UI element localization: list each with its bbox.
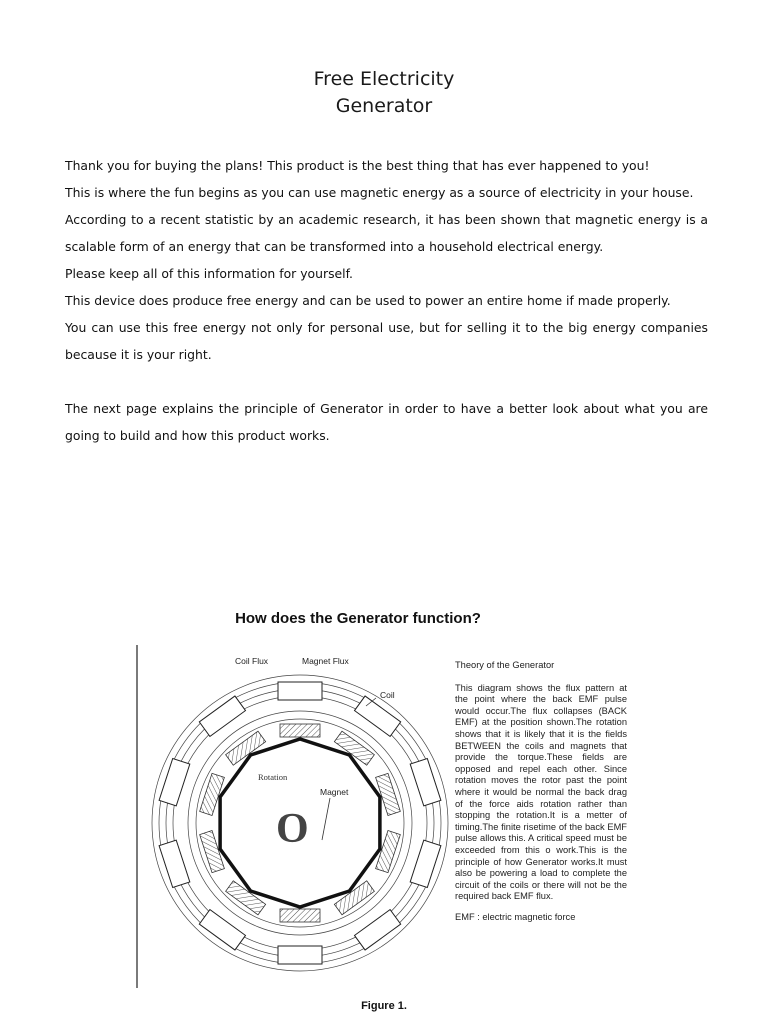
paragraph-thanks: Thank you for buying the plans! This product is the best thing that has ever happened to you!: [65, 158, 650, 173]
coil-box: [278, 682, 322, 700]
document-title: [0, 66, 768, 120]
rotation-label: Rotation: [258, 772, 288, 782]
paragraph-next-page: The next page explains the principle of Generator in order to have a better look about what you are going to build and how this product works.: [65, 401, 708, 443]
coil-box: [199, 696, 245, 736]
theory-body: This diagram shows the flux pattern at the point where the back EMF pulse would occur.The flux collapses (BACK EMF) at the position shown.The rotation shows that it is likely that it is the fields BETWEEN the coils and magnets that provide the torque.These fields are opposed and repel each other. Since rotation moves the rotor past the point where it would be normal the back drag of the force aids rotation rather than stopping the rotation.It is a metter of timing.The finite risetime of the back EMF pulse allows this. A critical speed must be exceeded from this o work.This is the principle of how Generator works.It must also be powering a load to complete the circuit of the coils or there will not be the required back EMF flux.: [455, 682, 627, 902]
coil-label: Coil: [380, 690, 395, 700]
coil-box: [278, 946, 322, 964]
rotor-center-letter: O: [276, 806, 309, 852]
paragraph-gap: [65, 368, 708, 395]
magnet-flux-label: Magnet Flux: [302, 656, 349, 666]
coil-box: [199, 910, 245, 950]
magnet-box: [280, 909, 320, 922]
figure-heading: How does the Generator function?: [235, 610, 481, 627]
paragraph-research: According to a recent statistic by an academic research, it has been shown that magnetic energy is a scalable form of an energy that can be transformed into a household electrical energy.: [65, 212, 708, 254]
paragraph-free-energy: This device does produce free energy and can be used to power an entire home if made properly.: [65, 293, 671, 308]
emf-note: EMF : electric magnetic force: [455, 911, 576, 922]
figure-caption: Figure 1.: [361, 1000, 407, 1012]
magnet-label: Magnet: [320, 787, 349, 797]
paragraph-fun-begins: This is where the fun begins as you can use magnetic energy as a source of electricity in your house.: [65, 185, 694, 200]
paragraph-selling: You can use this free energy not only for personal use, but for selling it to the big energy companies because it is your right.: [65, 320, 708, 362]
generator-diagram: [130, 640, 450, 992]
coil-box: [354, 696, 400, 736]
intro-text: [65, 152, 708, 449]
coil-box: [354, 910, 400, 950]
title-line-2: Generator: [335, 95, 433, 117]
magnet-box: [280, 724, 320, 737]
theory-title: Theory of the Generator: [455, 660, 555, 670]
coil-flux-label: Coil Flux: [235, 656, 269, 666]
theory-text: [455, 660, 627, 923]
title-line-1: Free Electricity: [313, 68, 455, 90]
paragraph-keep-info: Please keep all of this information for yourself.: [65, 266, 353, 281]
